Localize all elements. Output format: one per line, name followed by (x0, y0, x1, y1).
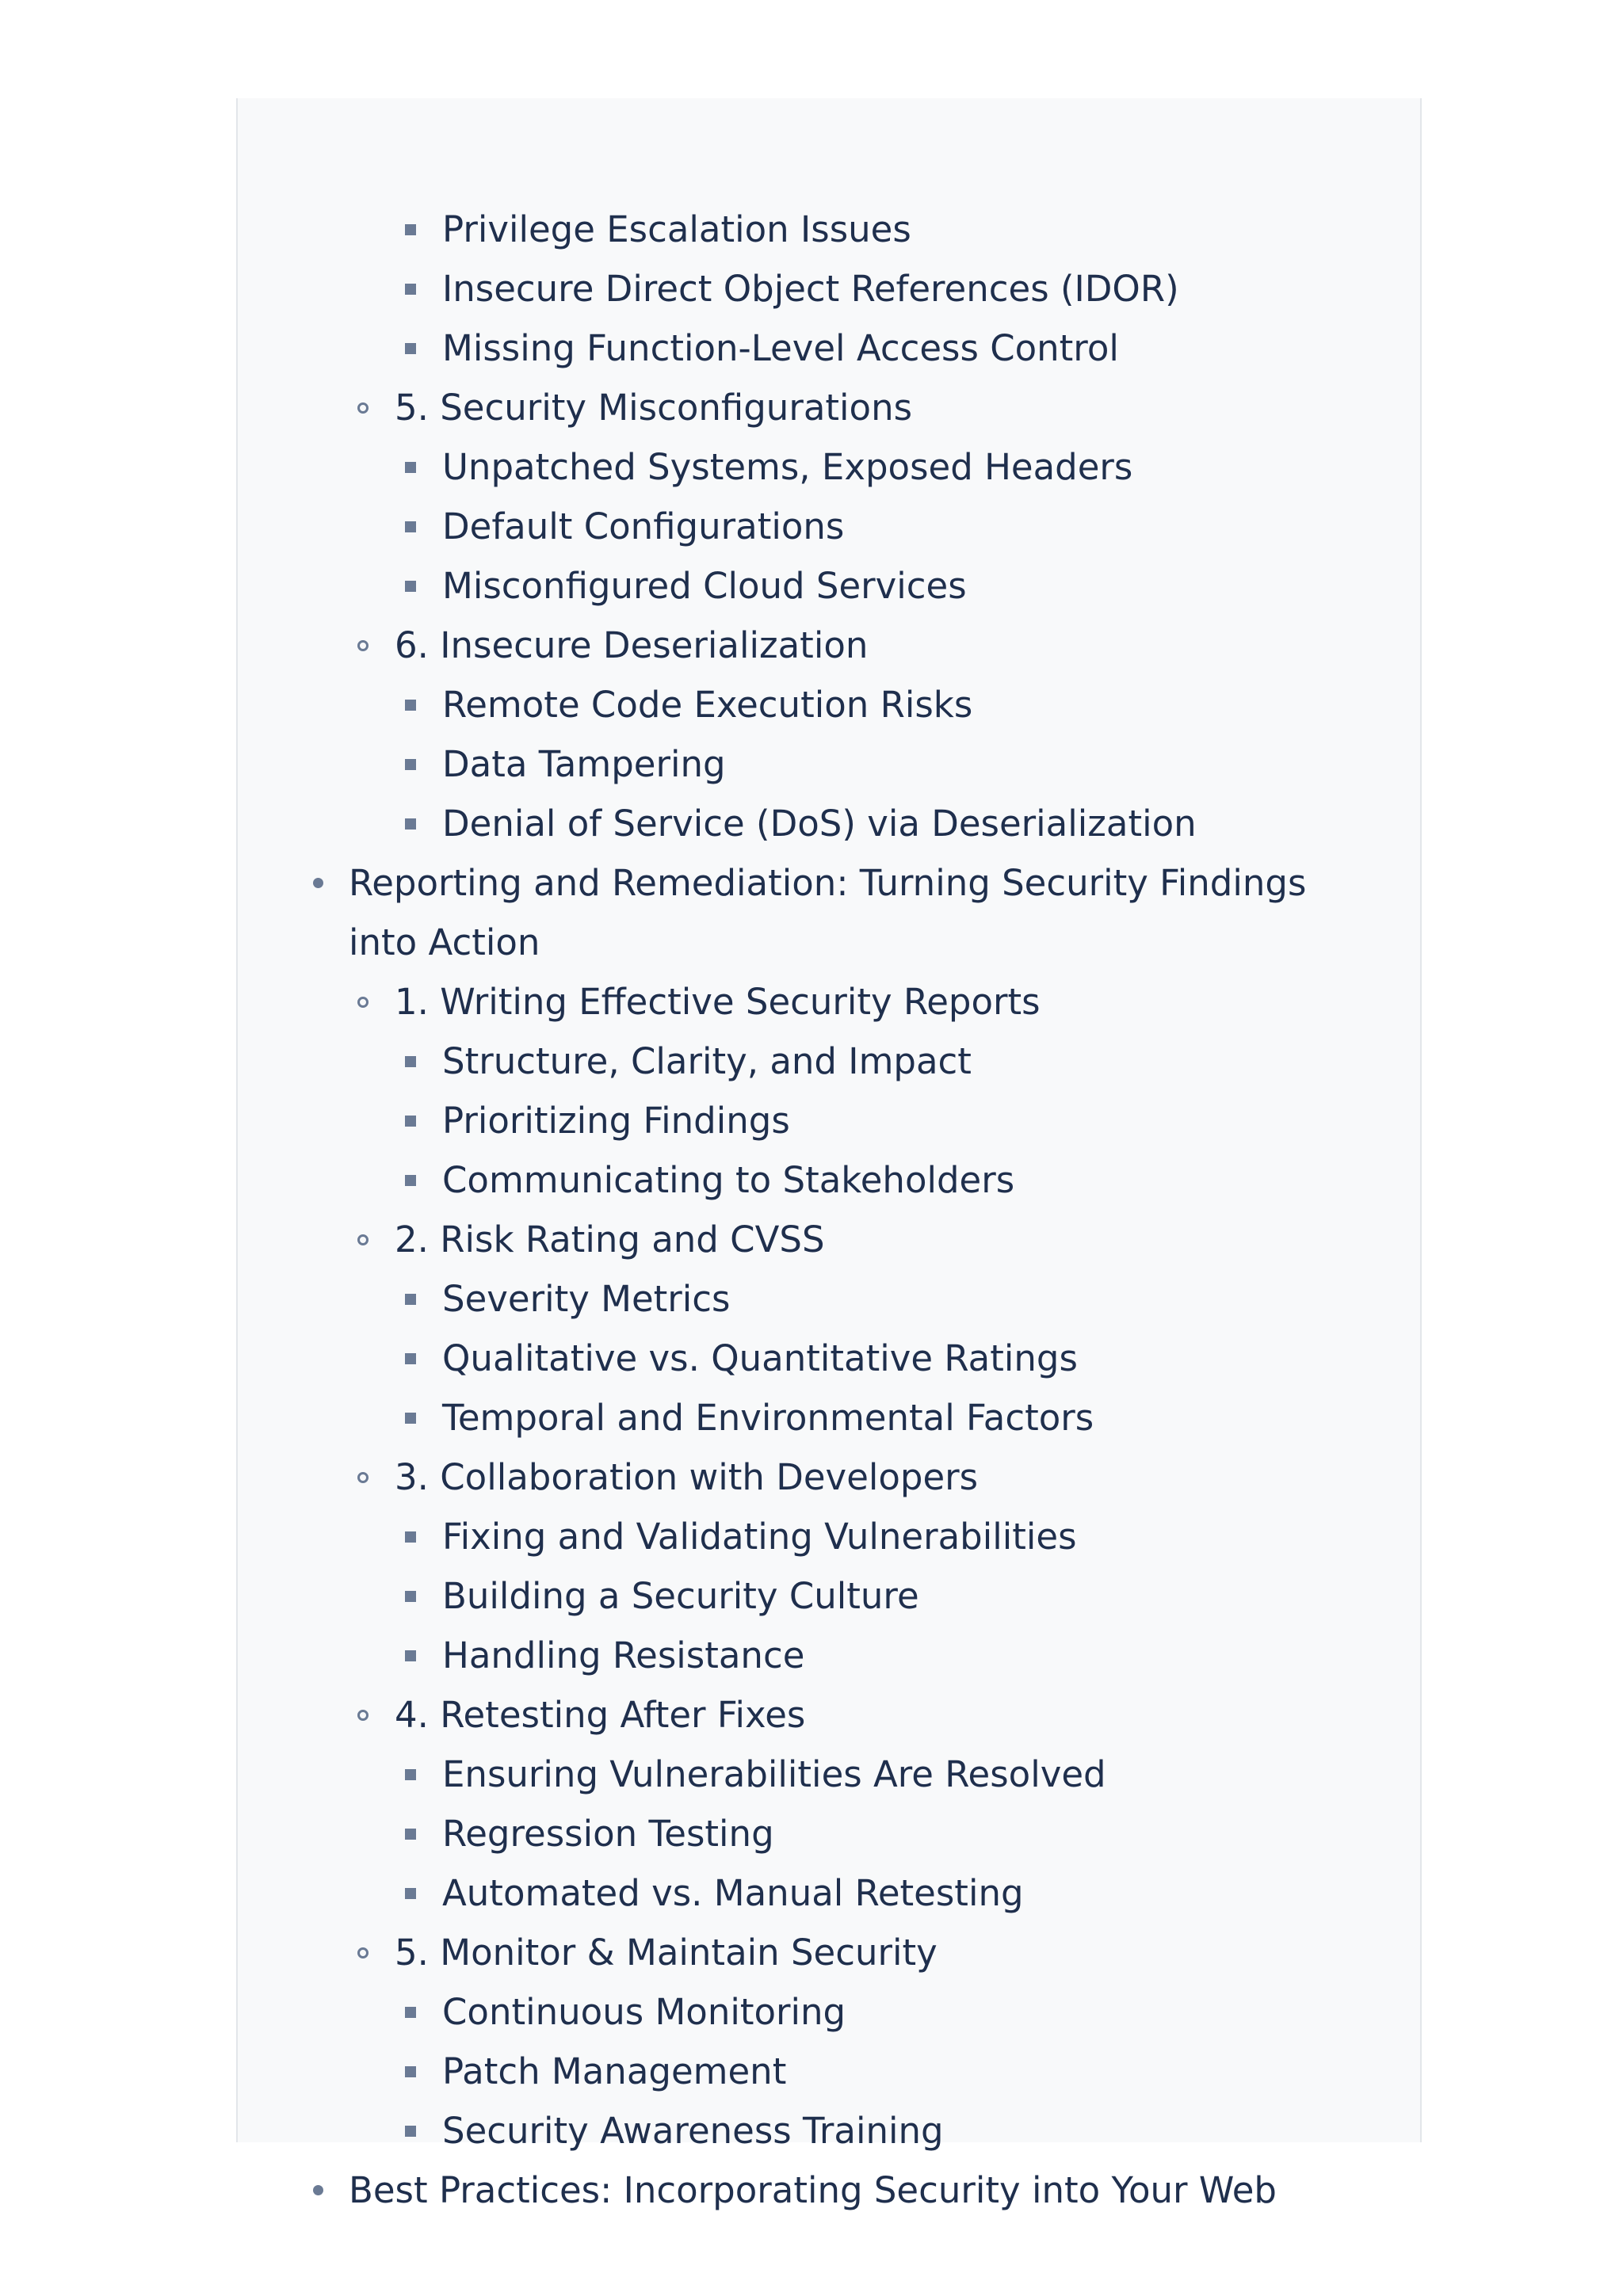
square-bullet-icon (405, 2126, 416, 2137)
list-item (395, 1447, 978, 1507)
list-item (349, 2161, 1379, 2220)
list-item-text: 3. Collaboration with Developers (395, 1456, 979, 1498)
circle-bullet-icon (357, 997, 369, 1008)
square-bullet-icon (405, 1888, 416, 1899)
list-item-text: Patch Management (442, 2050, 787, 2092)
square-bullet-icon (405, 521, 416, 532)
list-item-text: Best Practices: Incorporating Security into Your Web (349, 2169, 1277, 2211)
list-item-text: Ensuring Vulnerabilities Are Resolved (442, 1753, 1106, 1795)
list-item (442, 1091, 790, 1150)
square-bullet-icon (405, 1531, 416, 1543)
list-item (442, 259, 1179, 318)
disc-bullet-icon (313, 878, 323, 888)
square-bullet-icon (405, 1056, 416, 1067)
circle-bullet-icon (357, 1947, 369, 1958)
square-bullet-icon (405, 1353, 416, 1364)
list-item-text: Structure, Clarity, and Impact (442, 1040, 972, 1082)
list-item-text: Insecure Direct Object References (IDOR) (442, 268, 1179, 310)
list-item-text: Temporal and Environmental Factors (442, 1397, 1094, 1439)
list-item (442, 1745, 1106, 1804)
list-item-text: 4. Retesting After Fixes (395, 1694, 806, 1736)
list-item (442, 1150, 1014, 1210)
list-item (442, 1626, 804, 1685)
square-bullet-icon (405, 462, 416, 473)
list-item (442, 1032, 972, 1091)
circle-bullet-icon (357, 640, 369, 651)
list-item-text: Default Configurations (442, 505, 845, 547)
list-item-text: Handling Resistance (442, 1634, 805, 1676)
list-item-text: Fixing and Validating Vulnerabilities (442, 1516, 1077, 1558)
list-item-text: Data Tampering (442, 743, 726, 785)
list-item (442, 437, 1132, 497)
list-item (442, 318, 1119, 378)
circle-bullet-icon (357, 1710, 369, 1721)
square-bullet-icon (405, 1769, 416, 1780)
list-item (442, 1329, 1078, 1388)
list-item-text: Qualitative vs. Quantitative Ratings (442, 1337, 1078, 1379)
square-bullet-icon (405, 1591, 416, 1602)
list-item-text: Severity Metrics (442, 1278, 731, 1320)
list-item-text: Misconfigured Cloud Services (442, 565, 967, 607)
list-item (442, 734, 726, 794)
list-item-text: Communicating to Stakeholders (442, 1159, 1015, 1201)
square-bullet-icon (405, 1116, 416, 1127)
list-item (442, 1863, 1024, 1923)
list-item-text: 1. Writing Effective Security Reports (395, 981, 1041, 1023)
square-bullet-icon (405, 2007, 416, 2018)
list-item (395, 1210, 825, 1269)
square-bullet-icon (405, 1829, 416, 1840)
list-item-text: Continuous Monitoring (442, 1991, 846, 2033)
square-bullet-icon (405, 1294, 416, 1305)
list-item (442, 1388, 1094, 1447)
square-bullet-icon (405, 284, 416, 295)
list-item-text: Prioritizing Findings (442, 1100, 790, 1142)
list-item (395, 1923, 938, 1982)
content-panel (236, 98, 1422, 2211)
list-item-text: Automated vs. Manual Retesting (442, 1872, 1024, 1914)
list-item-text: 6. Insecure Deserialization (395, 624, 869, 666)
list-item-text: Unpatched Systems, Exposed Headers (442, 446, 1133, 488)
list-item-text: 5. Security Misconfigurations (395, 387, 913, 429)
list-item-text: Denial of Service (DoS) via Deserialization (442, 803, 1197, 845)
list-item (442, 556, 967, 616)
list-item (395, 378, 912, 437)
circle-bullet-icon (357, 402, 369, 414)
square-bullet-icon (405, 224, 416, 235)
square-bullet-icon (405, 343, 416, 354)
list-item-text: Remote Code Execution Risks (442, 684, 973, 726)
circle-bullet-icon (357, 1234, 369, 1245)
square-bullet-icon (405, 818, 416, 830)
list-item (395, 972, 1041, 1032)
list-item-text: Building a Security Culture (442, 1575, 919, 1617)
list-item (442, 2101, 944, 2161)
square-bullet-icon (405, 2066, 416, 2077)
list-item (442, 497, 844, 556)
square-bullet-icon (405, 1175, 416, 1186)
list-item (442, 200, 911, 259)
list-item-text: Security Awareness Training (442, 2110, 944, 2152)
square-bullet-icon (405, 1413, 416, 1424)
square-bullet-icon (405, 581, 416, 592)
list-item (442, 2042, 786, 2101)
list-item-text: Reporting and Remediation: Turning Security Findings into Action (349, 862, 1307, 963)
square-bullet-icon (405, 700, 416, 711)
square-bullet-icon (405, 1650, 416, 1661)
disc-bullet-icon (313, 2185, 323, 2195)
circle-bullet-icon (357, 1472, 369, 1483)
list-item-text: 2. Risk Rating and CVSS (395, 1219, 825, 1261)
list-item (442, 1269, 731, 1329)
list-item (442, 1804, 774, 1863)
list-item (442, 1566, 919, 1626)
list-item (442, 794, 1197, 853)
list-item (349, 853, 1379, 972)
list-item-text: Regression Testing (442, 1813, 774, 1855)
list-item (395, 1685, 805, 1745)
list-item-text: Missing Function-Level Access Control (442, 327, 1119, 369)
list-item (395, 616, 868, 675)
list-item (442, 1982, 846, 2042)
list-item (442, 675, 972, 734)
square-bullet-icon (405, 759, 416, 770)
list-item-text: Privilege Escalation Issues (442, 208, 911, 250)
list-item (442, 1507, 1077, 1566)
list-item-text: 5. Monitor & Maintain Security (395, 1932, 938, 1974)
